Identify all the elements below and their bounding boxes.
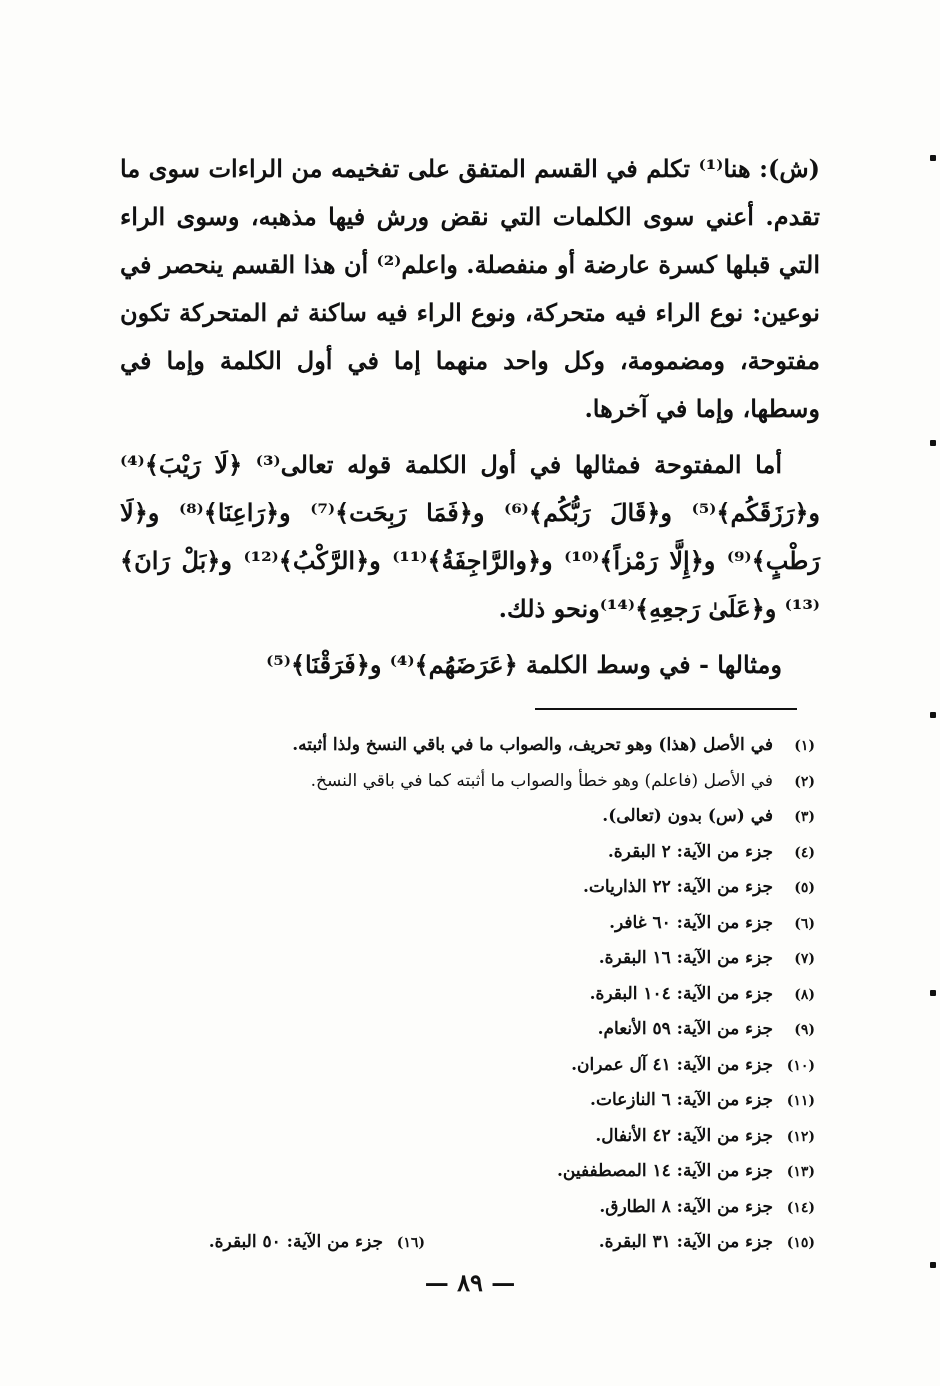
- scan-mark: [930, 1262, 936, 1268]
- footnote-text: جزء من الآية: ٥٩ الأنعام.: [597, 1019, 773, 1039]
- page-number: — ٨٩ —: [424, 1268, 516, 1297]
- footnote-number: (٢): [794, 773, 815, 790]
- footnote: [160, 835, 815, 871]
- footnote-number: (١٤): [786, 1199, 815, 1216]
- footnote: [160, 977, 815, 1013]
- footnote-text: جزء من الآية: ٦ النازعات.: [590, 1090, 773, 1110]
- footnote: [160, 799, 815, 835]
- footnote-text: في الأصل (فاعلم) وهو خطأ والصواب ما أثبته كما في باقي النسخ.: [310, 770, 773, 791]
- scan-mark: [930, 155, 936, 161]
- footnote-separator: [535, 708, 797, 710]
- footnote-number: (١٥): [786, 1235, 815, 1251]
- footnote-15: [425, 1225, 815, 1261]
- footnote-number: (٥): [794, 880, 815, 896]
- footnote-number: (٦): [794, 915, 815, 932]
- footnote-text: في الأصل (هذا) وهو تحريف، والصواب ما في باقي النسخ ولذا أثبته.: [292, 735, 773, 755]
- footnote: [160, 906, 815, 942]
- footnote-text: جزء من الآية: ٥٠ البقرة.: [208, 1232, 383, 1252]
- scan-mark: [930, 440, 936, 446]
- footnote-text: جزء من الآية: ٦٠ غافر.: [609, 912, 773, 933]
- footnote-text: جزء من الآية: ٣١ البقرة.: [598, 1232, 773, 1252]
- footnote-text: جزء من الآية: ٤١ آل عمران.: [571, 1054, 773, 1075]
- main-text: [120, 145, 820, 689]
- footnote-number: (٣): [794, 809, 815, 825]
- footnote-number: (١): [794, 738, 815, 754]
- footnotes: [160, 728, 815, 1261]
- footnote: [160, 1190, 815, 1226]
- footnote-number: (١٢): [786, 1128, 815, 1145]
- footnote-text: جزء من الآية: ١٠٤ البقرة.: [589, 983, 773, 1004]
- paragraph-3: ومثالها - في وسط الكلمة ﴿عَرَضَهُم﴾⁽⁴⁾ و﴿فَرَقْنَا﴾⁽⁵⁾: [266, 650, 782, 679]
- footnote-number: (١٠): [786, 1057, 815, 1074]
- footnote-pair: [160, 1225, 815, 1261]
- scan-mark: [930, 990, 936, 996]
- footnote-number: (١٣): [786, 1164, 815, 1180]
- footnote-text: جزء من الآية: ٢ البقرة.: [607, 841, 773, 862]
- footnote-number: (١١): [786, 1093, 815, 1109]
- footnote-number: (٩): [794, 1022, 815, 1038]
- scan-mark: [930, 712, 936, 718]
- footnote: [160, 1083, 815, 1119]
- footnote-text: جزء من الآية: ٢٢ الذاريات.: [582, 877, 773, 897]
- footnote-text: جزء من الآية: ١٤ المصطففين.: [556, 1161, 773, 1181]
- footnote: [160, 1012, 815, 1048]
- footnote-16: [209, 1232, 425, 1252]
- footnote: [160, 728, 815, 764]
- footnote: [160, 941, 815, 977]
- paragraph-1: (ش): هنا⁽¹⁾ تكلم في القسم المتفق على تفخيمه من الراءات سوى ما تقدم. أعني سوى الكلمات التي نقض ورش فيها مذهبه، وسوى الراء التي قبلها كسرة عارضة أو منفصلة. واعلم⁽²⁾ أن هذا القسم ينحصر في نوعين: نوع الراء فيه متحركة، ونوع الراء فيه ساكنة ثم المتحركة تكون مفتوحة، ومضمومة، وكل واحد منهما إما في أول الكلمة وإما في وسطها، وإما في آخرها.: [120, 154, 821, 423]
- footnote-text: جزء من الآية: ١٦ البقرة.: [598, 948, 773, 968]
- footnote: [160, 764, 815, 800]
- footnote-text: جزء من الآية: ٨ الطارق.: [599, 1196, 773, 1217]
- footnote-number: (٧): [794, 951, 815, 967]
- paragraph-2: أما المفتوحة فمثالها في أول الكلمة قوله تعالى⁽³⁾ ﴿لَا رَيْبَ﴾⁽⁴⁾ و﴿رَزَقَكُم﴾⁽⁵⁾ و﴿قَالَ رَبُّكُم﴾⁽⁶⁾ و﴿فَمَا رَبِحَت﴾⁽⁷⁾ و﴿رَاعِنَا﴾⁽⁸⁾ و﴿لَا رَطْبٍ﴾⁽⁹⁾ و﴿إِلَّا رَمْزاً﴾⁽¹⁰⁾ و﴿والرَّاجِفَةُ﴾⁽¹¹⁾ و﴿الرَّكْبُ﴾⁽¹²⁾ و﴿بَلْ رَانَ﴾⁽¹³⁾ و﴿عَلَىٰ رَجعِهِ﴾⁽¹⁴⁾ونحو ذلك.: [120, 450, 820, 623]
- footnote: [160, 1048, 815, 1084]
- footnote-number: (٨): [794, 986, 815, 1003]
- footnote: [160, 1154, 815, 1190]
- footnote: [160, 1119, 815, 1155]
- footnote-number: (٤): [794, 844, 815, 861]
- footnote-text: في (س) بدون (تعالى).: [602, 806, 773, 826]
- footnote: [160, 870, 815, 906]
- footnote-number: (١٦): [396, 1235, 425, 1251]
- footnote-text: جزء من الآية: ٤٢ الأنفال.: [595, 1125, 773, 1146]
